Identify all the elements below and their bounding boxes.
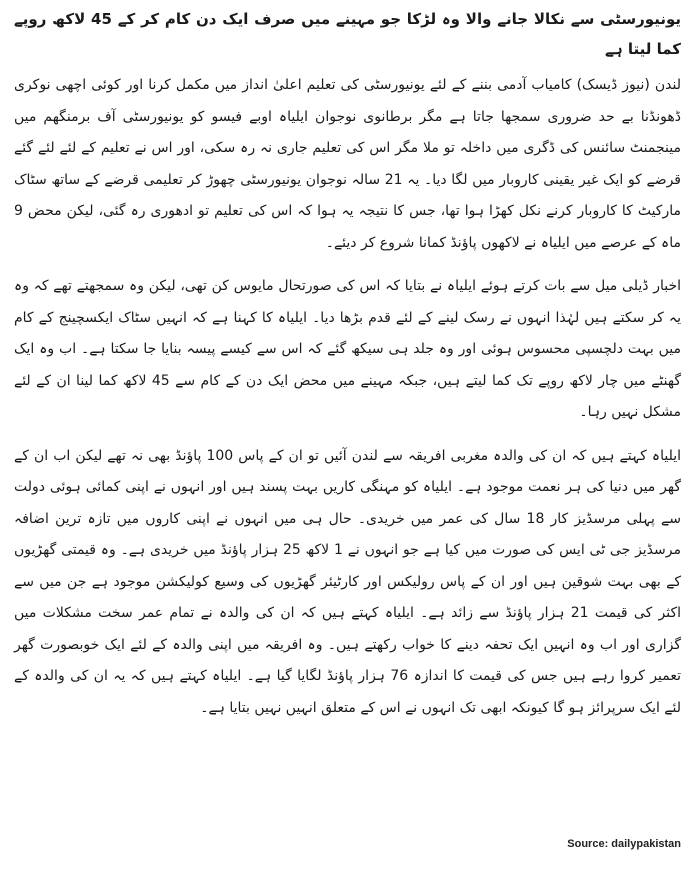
article-paragraph-2: اخبار ڈیلی میل سے بات کرتے ہوئے ایلیاہ نے بتایا کہ اس کی صورتحال مایوس کن تھی، لیکن وہ سمجھتے تھے کہ وہ یہ کر سکتے ہیں لہٰذا انہوں نے رسک لینے کے لئے قدم بڑھا دیا۔ ایلیاہ کا کہنا ہے کہ انہیں سٹاک ایکسچینج کے کام میں بہت دلچسپی محسوس ہوئی اور وہ جلد ہی سیکھ گئے کہ اس سے کیسے پیسہ بنایا جا سکتا ہے۔ اب وہ ایک گھنٹے میں چار لاکھ روپے تک کما لیتے ہیں، جبکہ مہینے میں محض ایک دن کے کام سے 45 لاکھ کما لینا ان کے لئے مشکل نہیں رہا۔	[14, 278, 681, 420]
article-paragraph-3: ایلیاہ کہتے ہیں کہ ان کی والدہ مغربی افریقہ سے لندن آئیں تو ان کے پاس 100 پاؤنڈ بھی نہ تھے لیکن اب ان کے گھر میں دنیا کی ہر نعمت موجود ہے۔ ایلیاہ کو مہنگی کاریں بہت پسند ہیں اور انہوں نے اپنی کمائی ہوئی دولت سے پہلی مرسڈیز کار 18 سال کی عمر میں خریدی۔ حال ہی میں انہوں نے اپنی کاروں میں تازہ ترین اضافہ مرسڈیز جی ٹی ایس کی صورت میں کیا ہے جو انہوں نے 1 لاکھ 25 ہزار پاؤنڈ میں خریدی ہے۔ وہ قیمتی گھڑیوں کے بھی بہت شوقین ہیں اور ان کے پاس رولیکس اور کارٹیئر گھڑیوں کی وسیع کولیکشن موجود ہے جن میں سے اکثر کی قیمت 21 ہزار پاؤنڈ سے زائد ہے۔ ایلیاہ کہتے ہیں کہ ان کی والدہ نے تمام عمر سخت مشکلات میں گزاری اور اب وہ انہیں ایک تحفہ دینے کا خواب رکھتے ہیں۔ وہ افریقہ میں اپنی والدہ کے لئے ایک خوبصورت گھر تعمیر کروا رہے ہیں جس کی قیمت کا اندازہ 76 ہزار پاؤنڈ لگایا گیا ہے۔ ایلیاہ کہتے ہیں کہ یہ ان کی والدہ کے لئے ایک سرپرائز ہو گا کیونکہ ابھی تک انہوں نے اس کے متعلق انہیں نہیں بتایا ہے۔	[14, 447, 682, 716]
article-paragraph-1: لندن (نیوز ڈیسک) کامیاب آدمی بننے کے لئے یونیورسٹی کی تعلیم اعلیٰ انداز میں مکمل کرنا اور کوئی اچھی نوکری ڈھونڈنا بے حد ضروری سمجھا جاتا ہے مگر برطانوی نوجوان ایلیاہ اوبے فیسو کو یونیورسٹی آف برمنگھم میں مینجمنٹ سائنس کی ڈگری میں داخلہ تو ملا مگر اس کی تعلیم جاری نہ رہ سکی، اور اس نے تعلیم کے لئے لئے گئے قرضے کو ایک غیر یقینی کاروبار میں لگا دیا۔ یہ 21 سالہ نوجوان یونیورسٹی چھوڑ کر تعلیمی قرضے کے ساتھ سٹاک مارکیٹ کا کاروبار کرنے نکل کھڑا ہوا تھا، جس کا نتیجہ یہ ہوا کہ اس کی تعلیم تو ادھوری رہ گئی، لیکن محض 9 ماہ کے عرصے میں ایلیاہ نے لاکھوں پاؤنڈ کمانا شروع کر دیئے۔	[14, 77, 682, 251]
article-headline: یونیورسٹی سے نکالا جانے والا وہ لڑکا جو مہینے میں صرف ایک دن کام کر کے 45 لاکھ روپے کما لیتا ہے	[14, 10, 681, 58]
article	[14, 4, 681, 736]
source-credit: Source: dailypakistan	[567, 838, 681, 850]
